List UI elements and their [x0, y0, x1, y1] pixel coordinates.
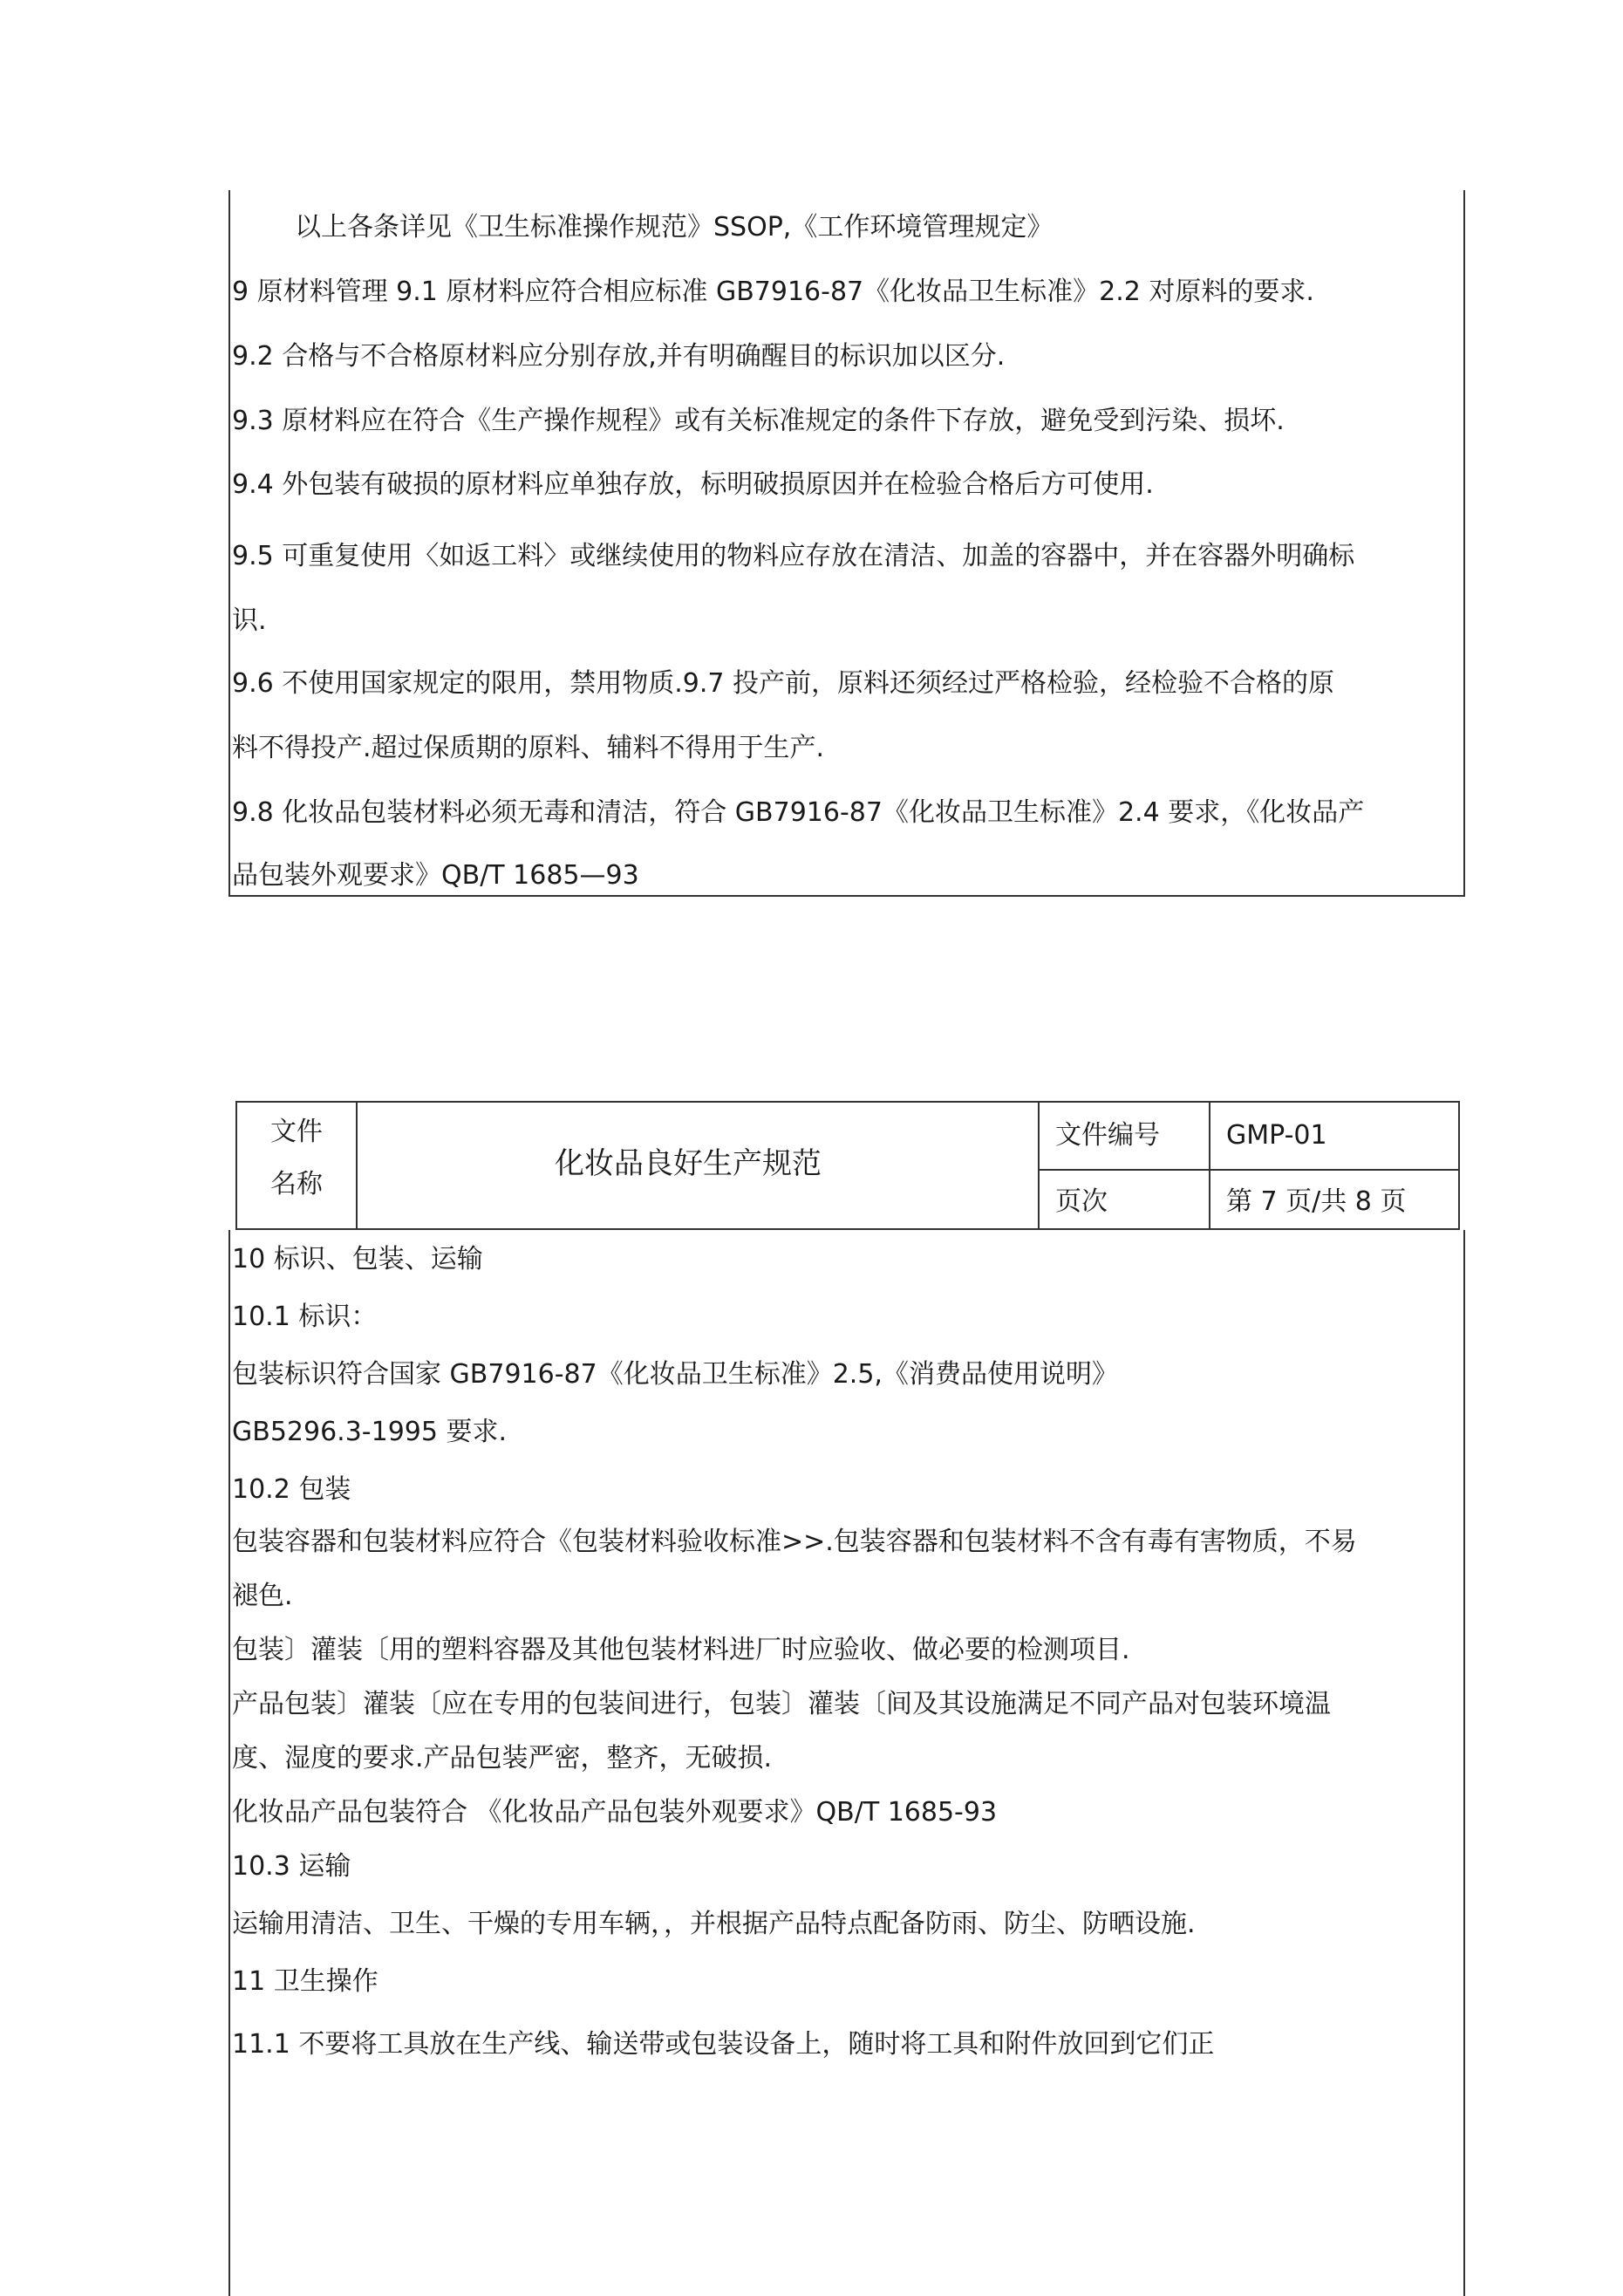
section2-line-2: 包装标识符合国家 GB7916-87《化妆品卫生标准》2.5,《消费品使用说明》	[232, 1359, 1118, 1390]
doc-name-label-line2: 名称	[270, 1169, 323, 1199]
section2-line-1: 10.1 标识：	[232, 1302, 378, 1332]
section1-line-1: 9 原材料管理 9.1 原材料应符合相应标准 GB7916-87《化妆品卫生标准》2.2 对原料的要求.	[232, 277, 1314, 307]
header-divider	[356, 1103, 358, 1228]
section1-line-10: 品包装外观要求》QB/T 1685—93	[232, 860, 639, 891]
section2-line-8: 产品包装〕灌装〔应在专用的包装间进行，包装〕灌装〔间及其设施满足不同产品对包装环境温	[232, 1689, 1331, 1719]
section2-line-13: 11 卫生操作	[232, 1966, 378, 1997]
header-divider	[1038, 1103, 1040, 1228]
section2-line-4: 10.2 包装	[232, 1474, 351, 1505]
section1-line-3: 9.3 原材料应在符合《生产操作规程》或有关标准规定的条件下存放，避免受到污染、损坏.	[232, 406, 1285, 436]
page-value: 第 7 页/共 8 页	[1226, 1186, 1407, 1217]
section2-line-12: 运输用清洁、卫生、干燥的专用车辆，，并根据产品特点配备防雨、防尘、防晒设施.	[232, 1909, 1196, 1939]
section1-line-9: 9.8 化妆品包装材料必须无毒和清洁，符合 GB7916-87《化妆品卫生标准》2.4 要求，《化妆品产	[232, 797, 1365, 828]
page-label: 页次	[1055, 1186, 1108, 1217]
section2-line-3: GB5296.3-1995 要求.	[232, 1417, 508, 1447]
document-header-table	[235, 1101, 1460, 1230]
section2-line-10: 化妆品产品包装符合 《化妆品产品包装外观要求》QB/T 1685-93	[232, 1797, 998, 1828]
file-no-value: GMP-01	[1226, 1120, 1327, 1151]
section1-line-8: 料不得投产.超过保质期的原料、辅料不得用于生产.	[232, 733, 825, 763]
section1-line-4: 9.4 外包装有破损的原材料应单独存放，标明破损原因并在检验合格后方可使用.	[232, 469, 1154, 500]
section1-line-0: 以上各条详见《卫生标准操作规范》SSOP,《工作环境管理规定》	[295, 212, 1054, 243]
section2-line-6: 褪色.	[232, 1581, 293, 1611]
doc-name-label-line1: 文件	[270, 1117, 323, 1147]
section2-line-9: 度、湿度的要求.产品包装严密，整齐，无破损.	[232, 1743, 773, 1773]
file-no-label: 文件编号	[1055, 1120, 1160, 1151]
section1-line-5: 9.5 可重复使用〈如返工料〉或继续使用的物料应存放在清洁、加盖的容器中，并在容器外明确标	[232, 541, 1355, 571]
header-divider	[1209, 1103, 1210, 1228]
section2-line-0: 10 标识、包装、运输	[232, 1244, 483, 1274]
section1-line-6: 识.	[232, 605, 267, 636]
section2-line-11: 10.3 运输	[232, 1851, 351, 1882]
section2-line-7: 包装〕灌装〔用的塑料容器及其他包装材料进厂时应验收、做必要的检测项目.	[232, 1635, 1130, 1665]
doc-title: 化妆品良好生产规范	[555, 1146, 822, 1181]
header-divider	[1038, 1169, 1458, 1171]
section2-line-5: 包装容器和包装材料应符合《包装材料验收标准>>.包装容器和包装材料不含有毒有害物质，不易	[232, 1527, 1357, 1557]
section2-line-14: 11.1 不要将工具放在生产线、输送带或包装设备上，随时将工具和附件放回到它们正	[232, 2029, 1215, 2060]
section1-line-2: 9.2 合格与不合格原材料应分别存放,并有明确醒目的标识加以区分.	[232, 341, 1006, 372]
section1-line-7: 9.6 不使用国家规定的限用，禁用物质.9.7 投产前，原料还须经过严格检验，经检验不合格的原	[232, 668, 1335, 699]
